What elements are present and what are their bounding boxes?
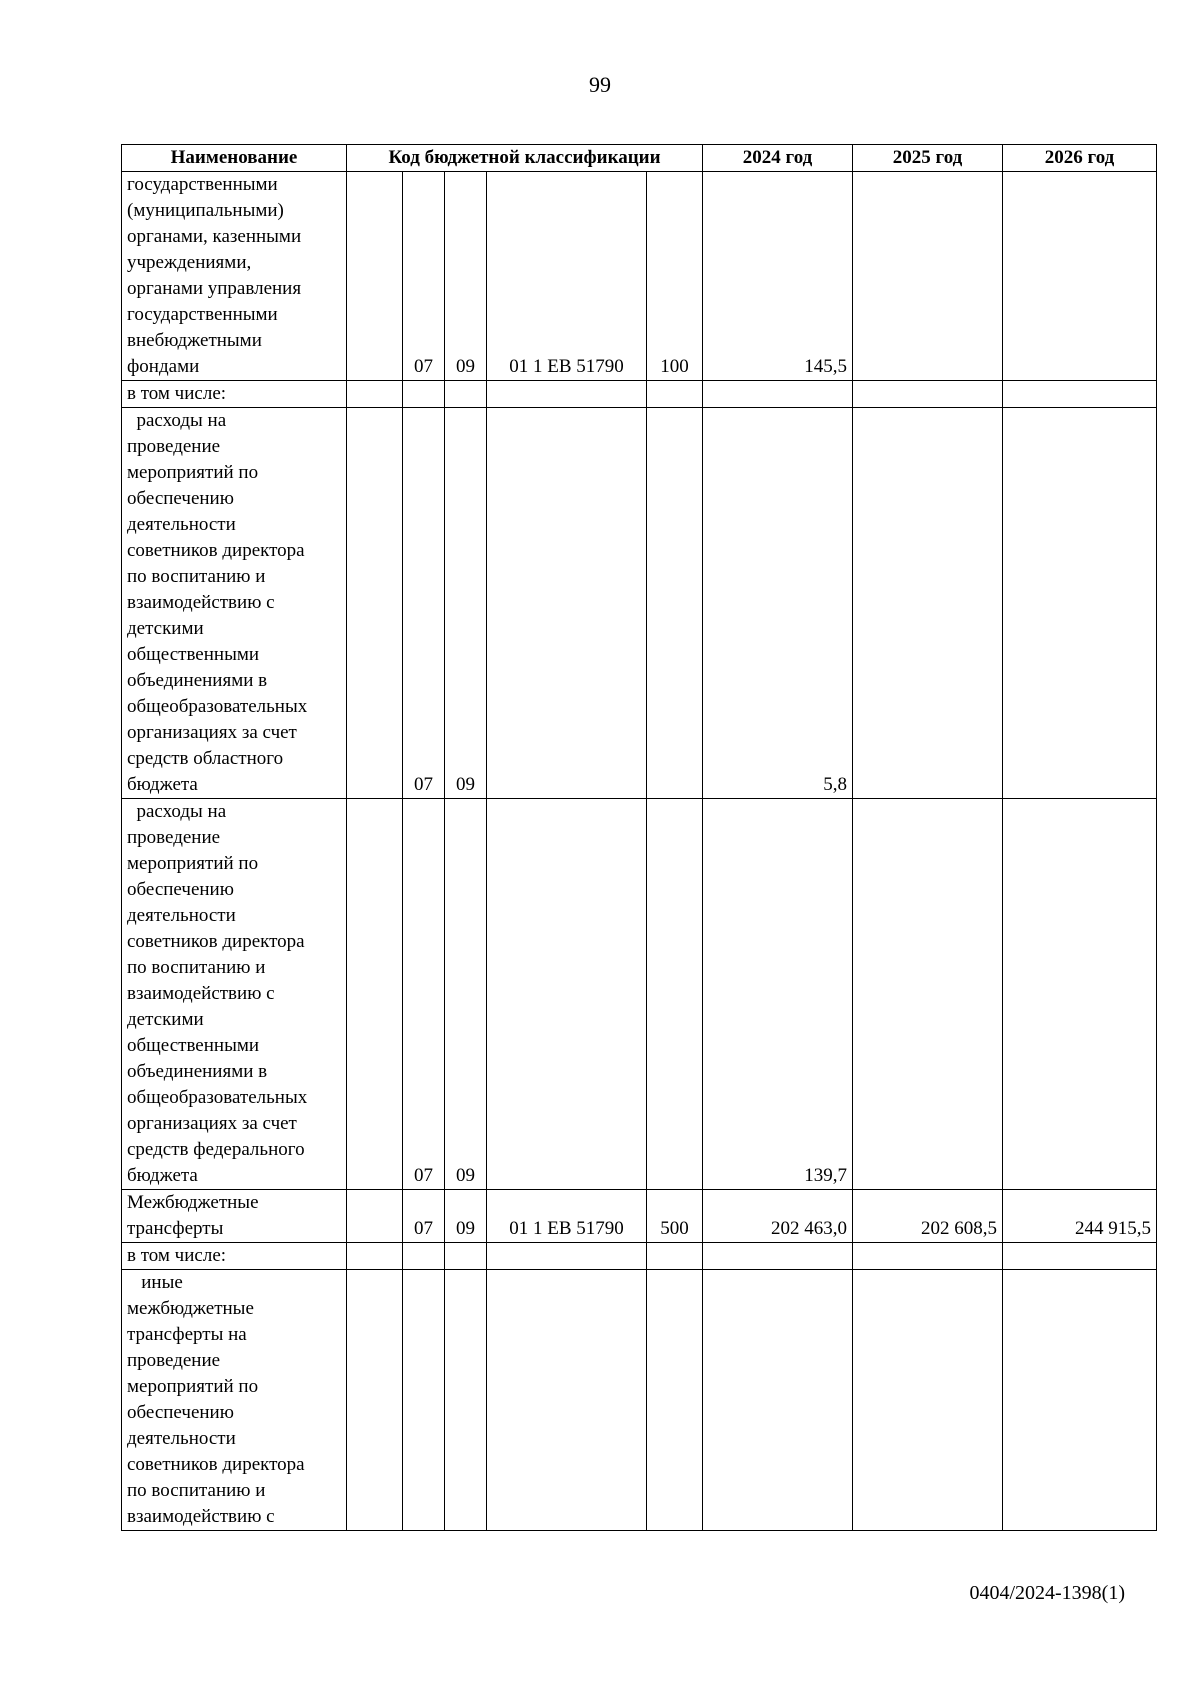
row-name-line: проведение xyxy=(127,436,221,457)
section-code xyxy=(403,381,445,408)
row-name-line: органами управления xyxy=(127,278,302,299)
section-code xyxy=(403,1270,445,1531)
value-2024 xyxy=(703,381,853,408)
target-article-code xyxy=(487,799,647,1190)
value-2024: 139,7 xyxy=(703,799,853,1190)
row-name-line: объединениями в xyxy=(127,1061,268,1082)
row-name-line: общественными xyxy=(127,644,260,665)
row-name xyxy=(122,1243,347,1270)
row-name-line: общественными xyxy=(127,1035,260,1056)
section-code: 07 xyxy=(403,172,445,381)
row-name xyxy=(122,408,347,799)
row-name-line: иные xyxy=(127,1272,183,1293)
header-code: Код бюджетной классификации xyxy=(347,145,703,172)
row-name-line: государственными xyxy=(127,304,278,325)
row-name-line: по воспитанию и xyxy=(127,1480,266,1501)
section-code: 07 xyxy=(403,799,445,1190)
value-2024: 202 463,0 xyxy=(703,1190,853,1243)
table-row xyxy=(122,1243,1157,1270)
row-name-line: Межбюджетные xyxy=(127,1192,259,1213)
row-name-line: организациях за счет xyxy=(127,722,297,743)
expense-type-code: 100 xyxy=(647,172,703,381)
target-article-code: 01 1 EB 51790 xyxy=(487,172,647,381)
value-2026 xyxy=(1003,381,1157,408)
row-name-line: объединениями в xyxy=(127,670,268,691)
expense-type-code xyxy=(647,1243,703,1270)
subsection-code xyxy=(445,1243,487,1270)
value-2025 xyxy=(853,408,1003,799)
target-article-code xyxy=(487,408,647,799)
code-col-1 xyxy=(347,1190,403,1243)
code-col-1 xyxy=(347,172,403,381)
row-name-line: обеспечению xyxy=(127,879,234,900)
row-name xyxy=(122,1270,347,1531)
value-2026 xyxy=(1003,408,1157,799)
row-name-line: мероприятий по xyxy=(127,1376,259,1397)
row-name-line: в том числе: xyxy=(127,383,227,404)
header-2025: 2025 год xyxy=(853,145,1003,172)
expense-type-code xyxy=(647,799,703,1190)
row-name-line: мероприятий по xyxy=(127,853,259,874)
subsection-code: 09 xyxy=(445,799,487,1190)
value-2024: 145,5 xyxy=(703,172,853,381)
value-2026: 244 915,5 xyxy=(1003,1190,1157,1243)
row-name-line: общеобразовательных xyxy=(127,1087,308,1108)
target-article-code xyxy=(487,1243,647,1270)
value-2025 xyxy=(853,381,1003,408)
row-name-line: проведение xyxy=(127,827,221,848)
row-name-line: обеспечению xyxy=(127,1402,234,1423)
row-name xyxy=(122,172,347,381)
expense-type-code xyxy=(647,1270,703,1531)
target-article-code: 01 1 EB 51790 xyxy=(487,1190,647,1243)
value-2026 xyxy=(1003,1243,1157,1270)
value-2024 xyxy=(703,1243,853,1270)
table-row xyxy=(122,381,1157,408)
row-name-line: деятельности xyxy=(127,905,236,926)
row-name-line: бюджета xyxy=(127,774,198,795)
row-name-line: общеобразовательных xyxy=(127,696,308,717)
target-article-code xyxy=(487,381,647,408)
row-name xyxy=(122,1190,347,1243)
row-name xyxy=(122,799,347,1190)
code-col-1 xyxy=(347,1243,403,1270)
subsection-code xyxy=(445,1270,487,1531)
value-2024 xyxy=(703,1270,853,1531)
row-name-line: детскими xyxy=(127,618,204,639)
value-2025 xyxy=(853,799,1003,1190)
row-name-line: проведение xyxy=(127,1350,221,1371)
section-code xyxy=(403,1243,445,1270)
row-name-line: деятельности xyxy=(127,1428,236,1449)
row-name-line: фондами xyxy=(127,356,200,377)
row-name-line: обеспечению xyxy=(127,488,234,509)
subsection-code xyxy=(445,381,487,408)
row-name-line: трансферты xyxy=(127,1218,224,1239)
row-name-line: деятельности xyxy=(127,514,236,535)
header-name: Наименование xyxy=(122,145,347,172)
row-name-line: (муниципальными) xyxy=(127,200,284,221)
expense-type-code xyxy=(647,381,703,408)
row-name-line: учреждениями, xyxy=(127,252,252,273)
code-col-1 xyxy=(347,799,403,1190)
table-row xyxy=(122,408,1157,799)
row-name-line: по воспитанию и xyxy=(127,566,266,587)
header-2026: 2026 год xyxy=(1003,145,1157,172)
table-row xyxy=(122,172,1157,381)
row-name-line: средств областного xyxy=(127,748,284,769)
table-row xyxy=(122,1190,1157,1243)
row-name-line: советников директора xyxy=(127,1454,305,1475)
budget-table xyxy=(121,144,1157,1531)
code-col-1 xyxy=(347,381,403,408)
value-2025 xyxy=(853,1270,1003,1531)
table-row xyxy=(122,1270,1157,1531)
row-name-line: расходы на xyxy=(127,410,227,431)
value-2024: 5,8 xyxy=(703,408,853,799)
value-2026 xyxy=(1003,1270,1157,1531)
code-col-1 xyxy=(347,1270,403,1531)
row-name-line: взаимодействию с xyxy=(127,983,275,1004)
row-name-line: советников директора xyxy=(127,931,305,952)
expense-type-code: 500 xyxy=(647,1190,703,1243)
subsection-code: 09 xyxy=(445,1190,487,1243)
row-name xyxy=(122,381,347,408)
row-name-line: советников директора xyxy=(127,540,305,561)
row-name-line: бюджета xyxy=(127,1165,198,1186)
row-name-line: трансферты на xyxy=(127,1324,247,1345)
row-name-line: в том числе: xyxy=(127,1245,227,1266)
table-header-row xyxy=(122,145,1157,172)
page-number: 99 xyxy=(589,72,611,97)
header-2024: 2024 год xyxy=(703,145,853,172)
row-name-line: организациях за счет xyxy=(127,1113,297,1134)
row-name-line: органами, казенными xyxy=(127,226,302,247)
row-name-line: государственными xyxy=(127,174,278,195)
code-col-1 xyxy=(347,408,403,799)
value-2026 xyxy=(1003,799,1157,1190)
value-2026 xyxy=(1003,172,1157,381)
row-name-line: по воспитанию и xyxy=(127,957,266,978)
row-name-line: межбюджетные xyxy=(127,1298,254,1319)
target-article-code xyxy=(487,1270,647,1531)
row-name-line: внебюджетными xyxy=(127,330,262,351)
value-2025 xyxy=(853,172,1003,381)
section-code: 07 xyxy=(403,1190,445,1243)
table-row xyxy=(122,799,1157,1190)
row-name-line: средств федерального xyxy=(127,1139,305,1160)
subsection-code: 09 xyxy=(445,172,487,381)
expense-type-code xyxy=(647,408,703,799)
subsection-code: 09 xyxy=(445,408,487,799)
row-name-line: взаимодействию с xyxy=(127,1506,275,1527)
row-name-line: мероприятий по xyxy=(127,462,259,483)
document-code: 0404/2024-1398(1) xyxy=(969,1582,1125,1604)
row-name-line: взаимодействию с xyxy=(127,592,275,613)
value-2025 xyxy=(853,1243,1003,1270)
section-code: 07 xyxy=(403,408,445,799)
value-2025: 202 608,5 xyxy=(853,1190,1003,1243)
row-name-line: детскими xyxy=(127,1009,204,1030)
row-name-line: расходы на xyxy=(127,801,227,822)
